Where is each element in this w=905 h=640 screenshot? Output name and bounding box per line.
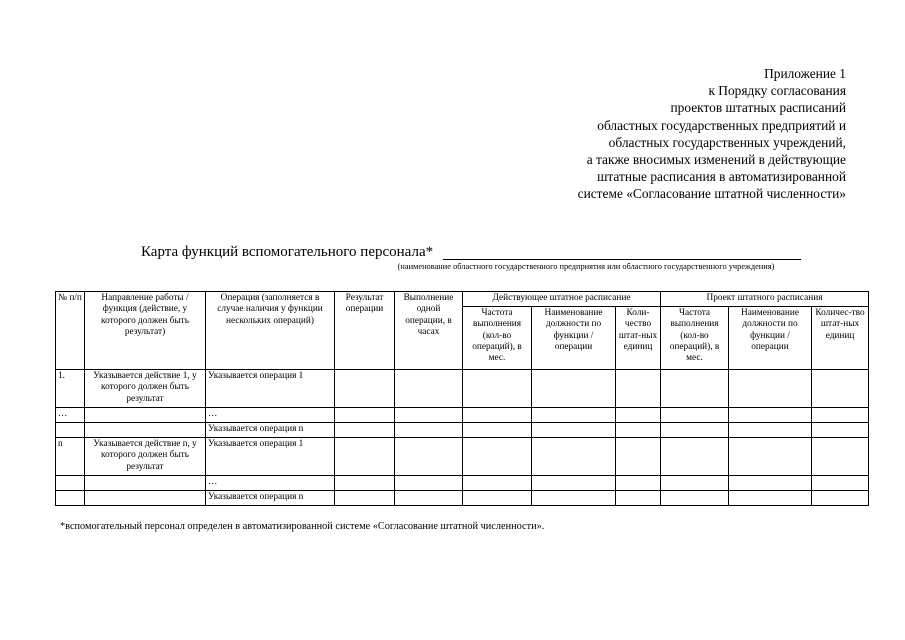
row-cell	[661, 370, 729, 408]
row-cell	[812, 438, 869, 476]
row-num	[56, 423, 85, 438]
header-direction: Направление работы / функция (действие, у которого должен быть результат)	[85, 292, 206, 370]
row-cell	[616, 370, 661, 408]
appendix-line: проектов штатных расписаний	[670, 100, 846, 116]
appendix-line: Приложение 1	[764, 66, 846, 81]
row-cell	[532, 408, 616, 423]
row-cell	[661, 408, 729, 423]
row-cell	[335, 370, 395, 408]
row-cell	[395, 423, 463, 438]
row-cell	[661, 491, 729, 506]
card-title: Карта функций вспомогательного персонала*	[141, 244, 434, 260]
row-cell	[616, 476, 661, 491]
row-operation: Указывается операция 1	[206, 370, 335, 408]
row-cell	[395, 438, 463, 476]
row-operation: Указывается операция 1	[206, 438, 335, 476]
row-cell	[616, 408, 661, 423]
header-current-position: Наименование должности по функции / операции	[532, 307, 616, 370]
row-cell	[616, 491, 661, 506]
organization-name-line	[443, 259, 801, 260]
row-direction: Указывается действие n, у которого должен быть результат	[85, 438, 206, 476]
row-direction	[85, 423, 206, 438]
row-operation: …	[206, 408, 335, 423]
appendix-line: а также вносимых изменений в действующие	[586, 152, 846, 168]
appendix-line: областных государственных учреждений,	[608, 134, 846, 150]
appendix-line: областных государственных предприятий и	[597, 117, 846, 133]
table-row	[56, 423, 869, 438]
row-cell	[463, 476, 532, 491]
functions-table	[55, 291, 869, 506]
row-cell	[463, 370, 532, 408]
row-cell	[812, 491, 869, 506]
footnote: *вспомогательный персонал определен в автоматизированной системе «Согласование штатной численности».	[60, 521, 545, 532]
row-cell	[812, 370, 869, 408]
row-num: n	[56, 438, 85, 476]
row-cell	[463, 491, 532, 506]
row-cell	[463, 423, 532, 438]
row-cell	[395, 408, 463, 423]
row-cell	[395, 370, 463, 408]
row-cell	[335, 476, 395, 491]
row-cell	[729, 370, 812, 408]
row-cell	[532, 423, 616, 438]
row-cell	[532, 438, 616, 476]
row-cell	[661, 476, 729, 491]
row-cell	[729, 423, 812, 438]
header-execution-hours: Выполнение одной операции, в часах	[395, 292, 463, 370]
row-cell	[812, 423, 869, 438]
organization-name-caption: (наименование областного государственного предприятия или областного государственного учреждения)	[397, 262, 775, 271]
row-cell	[661, 438, 729, 476]
row-cell	[812, 476, 869, 491]
appendix-line: системе «Согласование штатной численности»	[577, 186, 846, 202]
row-cell	[335, 491, 395, 506]
row-cell	[616, 423, 661, 438]
header-project-frequency: Частота выполнения (кол-во операций), в мес.	[661, 307, 729, 370]
table-row	[56, 438, 869, 476]
table-row	[56, 491, 869, 506]
row-cell	[532, 476, 616, 491]
row-direction	[85, 476, 206, 491]
row-operation: …	[206, 476, 335, 491]
header-project-position: Наименование должности по функции / операции	[729, 307, 812, 370]
row-operation: Указывается операция n	[206, 491, 335, 506]
header-current-units: Коли-чество штат-ных единиц	[616, 307, 661, 370]
row-num: 1.	[56, 370, 85, 408]
appendix-line: к Порядку согласования	[708, 83, 846, 99]
row-cell	[335, 423, 395, 438]
row-cell	[463, 438, 532, 476]
header-project-units: Количес-тво штат-ных единиц	[812, 307, 869, 370]
appendix-line: штатные расписания в автоматизированной	[597, 169, 846, 185]
row-cell	[335, 438, 395, 476]
row-cell	[335, 408, 395, 423]
header-current-frequency: Частота выполнения (кол-во операций), в мес.	[463, 307, 532, 370]
table-row	[56, 408, 869, 423]
row-cell	[729, 491, 812, 506]
header-result: Результат операции	[335, 292, 395, 370]
row-cell	[616, 438, 661, 476]
header-current-staff-schedule: Действующее штатное расписание	[463, 292, 661, 307]
row-num: …	[56, 408, 85, 423]
row-cell	[729, 476, 812, 491]
row-cell	[395, 491, 463, 506]
appendix-block	[578, 65, 846, 203]
row-cell	[395, 476, 463, 491]
row-cell	[729, 408, 812, 423]
row-num	[56, 491, 85, 506]
row-cell	[729, 438, 812, 476]
row-direction	[85, 408, 206, 423]
header-project-staff-schedule: Проект штатного расписания	[661, 292, 869, 307]
table-row	[56, 476, 869, 491]
header-operation: Операция (заполняется в случае наличия у функции нескольких операций)	[206, 292, 335, 370]
row-cell	[463, 408, 532, 423]
row-direction	[85, 491, 206, 506]
row-num	[56, 476, 85, 491]
row-direction: Указывается действие 1, у которого должен быть результат	[85, 370, 206, 408]
table-row	[56, 370, 869, 408]
row-cell	[532, 370, 616, 408]
header-num: № п/п	[56, 292, 85, 370]
row-cell	[812, 408, 869, 423]
row-cell	[532, 491, 616, 506]
row-cell	[661, 423, 729, 438]
row-operation: Указывается операция n	[206, 423, 335, 438]
